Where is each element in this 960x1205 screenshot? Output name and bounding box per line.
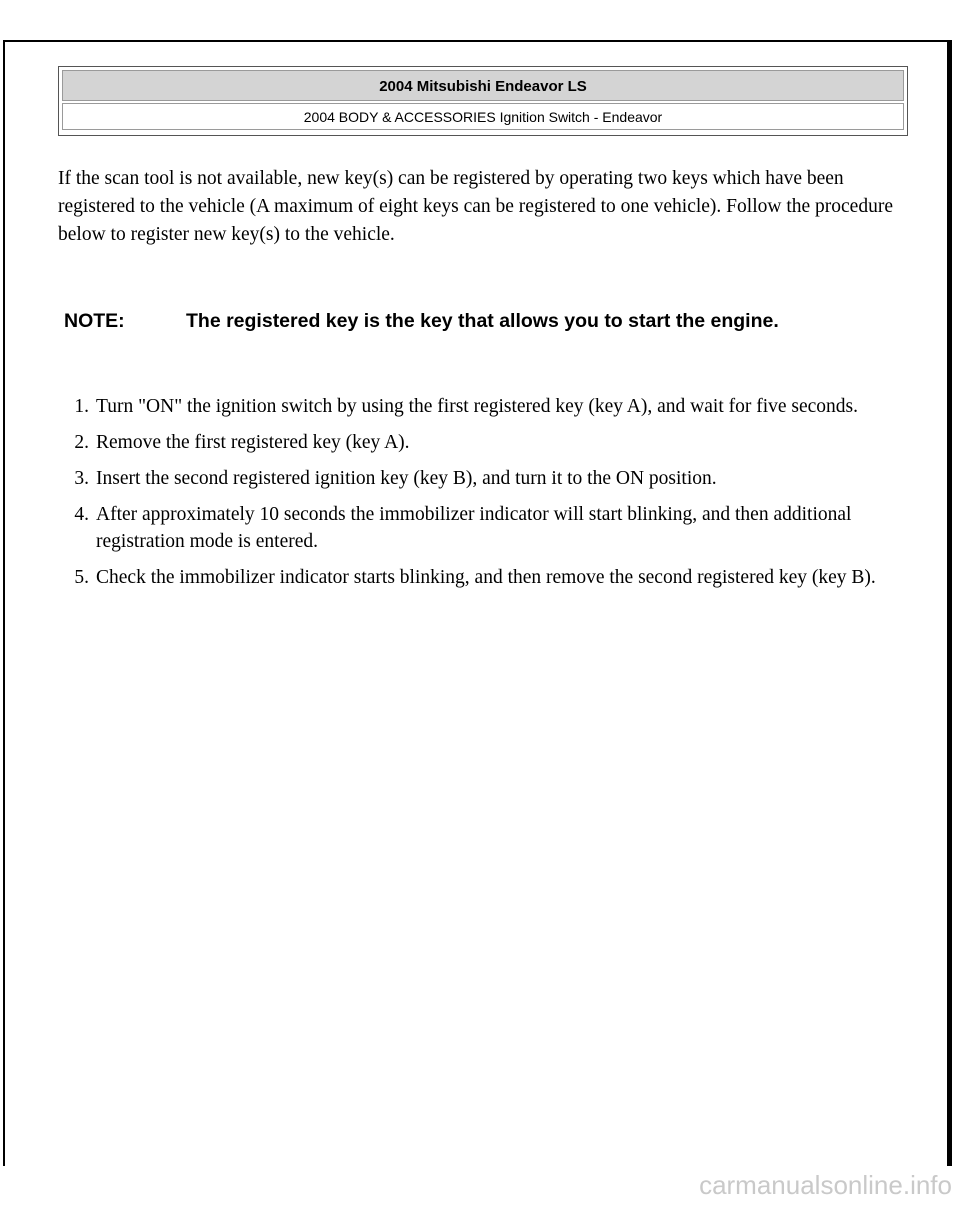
document-subtitle: 2004 BODY & ACCESSORIES Ignition Switch - Endeavor [62, 103, 904, 130]
note-label: NOTE: [64, 310, 125, 332]
step-number: 3. [74, 468, 89, 489]
document-title: 2004 Mitsubishi Endeavor LS [62, 70, 904, 101]
step-text: Check the immobilizer indicator starts blinking, and then remove the second registered key (key B). [96, 567, 876, 588]
step-number: 2. [74, 432, 89, 453]
step-item [58, 564, 908, 591]
step-item [58, 393, 908, 420]
step-item [58, 429, 908, 456]
note-text: The registered key is the key that allows you to start the engine. [186, 310, 779, 332]
step-item [58, 465, 908, 492]
step-number: 1. [74, 396, 89, 417]
intro-paragraph: If the scan tool is not available, new key(s) can be registered by operating two keys which have been registered to the vehicle (A maximum of eight keys can be registered to one vehicle). Follow the procedure below to register new key(s) to the vehicle. [58, 168, 893, 245]
note-block [64, 308, 914, 335]
document-header [58, 66, 908, 136]
step-text: Remove the first registered key (key A). [96, 432, 410, 453]
step-text: Turn "ON" the ignition switch by using the first registered key (key A), and wait for five seconds. [96, 396, 859, 417]
step-item [58, 501, 908, 555]
procedure-steps [58, 393, 908, 600]
step-number: 5. [74, 567, 89, 588]
step-text: Insert the second registered ignition key (key B), and turn it to the ON position. [96, 468, 717, 489]
step-number: 4. [74, 504, 89, 525]
step-text: After approximately 10 seconds the immobilizer indicator will start blinking, and then additional registration mode is entered. [96, 504, 852, 552]
watermark: carmanualsonline.info [699, 1170, 952, 1200]
